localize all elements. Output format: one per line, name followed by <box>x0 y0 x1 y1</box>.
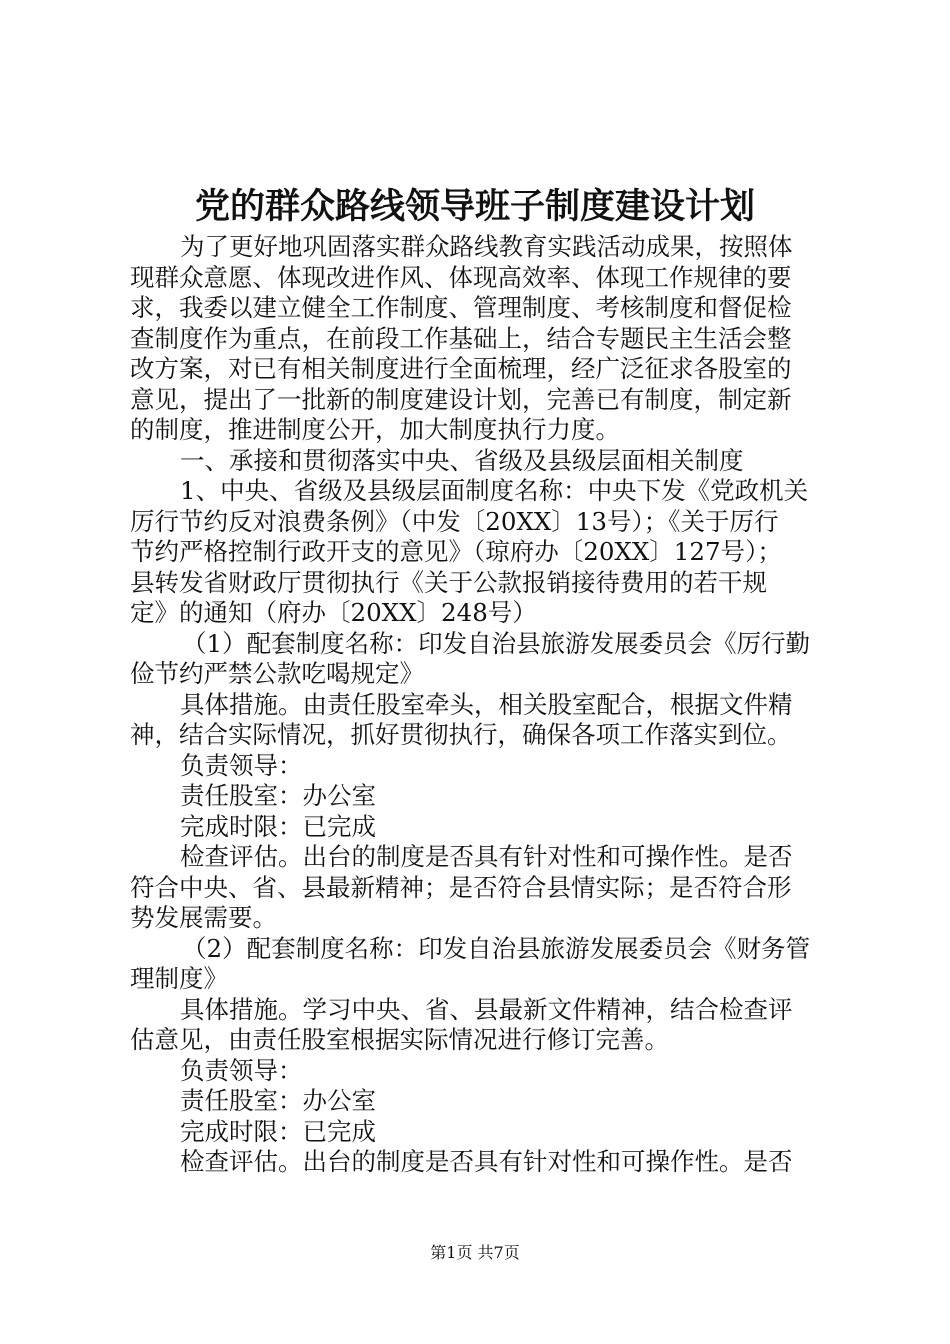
paragraph-line: 改方案，对已有相关制度进行全面梳理，经广泛征求各股室的 <box>130 354 792 383</box>
paragraph-line: 为了更好地巩固落实群众路线教育实践活动成果，按照体 <box>180 232 793 261</box>
paragraph-line: 1、中央、省级及县级层面制度名称：中央下发《党政机关 <box>180 476 809 505</box>
document-title: 党的群众路线领导班子制度建设计划 <box>194 186 755 227</box>
paragraph-line: 俭节约严禁公款吃喝规定》 <box>130 659 424 688</box>
paragraph-line: 现群众意愿、体现改进作风、体现高效率、体现工作规律的要 <box>130 262 792 292</box>
section-heading: 一、承接和贯彻落实中央、省级及县级层面相关制度 <box>180 445 744 475</box>
paragraph-line: 县转发省财政厅贯彻执行《关于公款报销接待费用的若干规 <box>130 567 767 597</box>
paragraph-line: 完成时限：已完成 <box>180 811 376 841</box>
paragraph-line: 责任股室：办公室 <box>180 1086 376 1115</box>
paragraph-line: 求，我委以建立健全工作制度、管理制度、考核制度和督促检 <box>130 293 792 322</box>
page-number: 第1页 共7页 <box>430 1243 520 1262</box>
paragraph-line: （2）配套制度名称：印发自治县旅游发展委员会《财务管 <box>182 933 811 963</box>
paragraph-line: 负责领导： <box>180 1055 303 1085</box>
paragraph-line: 估意见，由责任股室根据实际情况进行修订完善。 <box>130 1025 669 1054</box>
paragraph-line: 负责领导： <box>180 750 303 780</box>
paragraph-line: 检查评估。出台的制度是否具有针对性和可操作性。是否 <box>180 842 793 871</box>
paragraph-line: 意见，提出了一批新的制度建设计划，完善已有制度，制定新 <box>130 384 792 414</box>
paragraph-line: 完成时限：已完成 <box>180 1116 376 1146</box>
paragraph-line: 定》的通知（府办〔20XX〕248号） <box>130 598 537 627</box>
paragraph-line: 神，结合实际情况，抓好贯彻执行，确保各项工作落实到位。 <box>130 720 792 749</box>
paragraph-line: 责任股室：办公室 <box>180 781 376 810</box>
paragraph-line: 检查评估。出台的制度是否具有针对性和可操作性。是否 <box>180 1147 793 1176</box>
paragraph-line: 理制度》 <box>130 964 228 993</box>
paragraph-line: 查制度作为重点，在前段工作基础上，结合专题民主生活会整 <box>130 323 792 353</box>
paragraph-line: 的制度，推进制度公开，加大制度执行力度。 <box>130 415 620 444</box>
paragraph-line: 节约严格控制行政开支的意见》（琼府办〔20XX〕127号）； <box>130 537 782 566</box>
paragraph-line: 势发展需要。 <box>130 903 277 932</box>
paragraph-line: 厉行节约反对浪费条例》（中发〔20XX〕13号）；《关于厉行 <box>130 506 779 536</box>
paragraph-line: 具体措施。学习中央、省、县最新文件精神，结合检查评 <box>180 994 793 1024</box>
document-body <box>130 232 830 1178</box>
paragraph-line: 符合中央、省、县最新精神；是否符合县情实际；是否符合形 <box>130 872 792 902</box>
paragraph-line: （1）配套制度名称：印发自治县旅游发展委员会《厉行勤 <box>182 628 811 658</box>
paragraph-line: 具体措施。由责任股室牵头，相关股室配合，根据文件精 <box>180 689 793 719</box>
